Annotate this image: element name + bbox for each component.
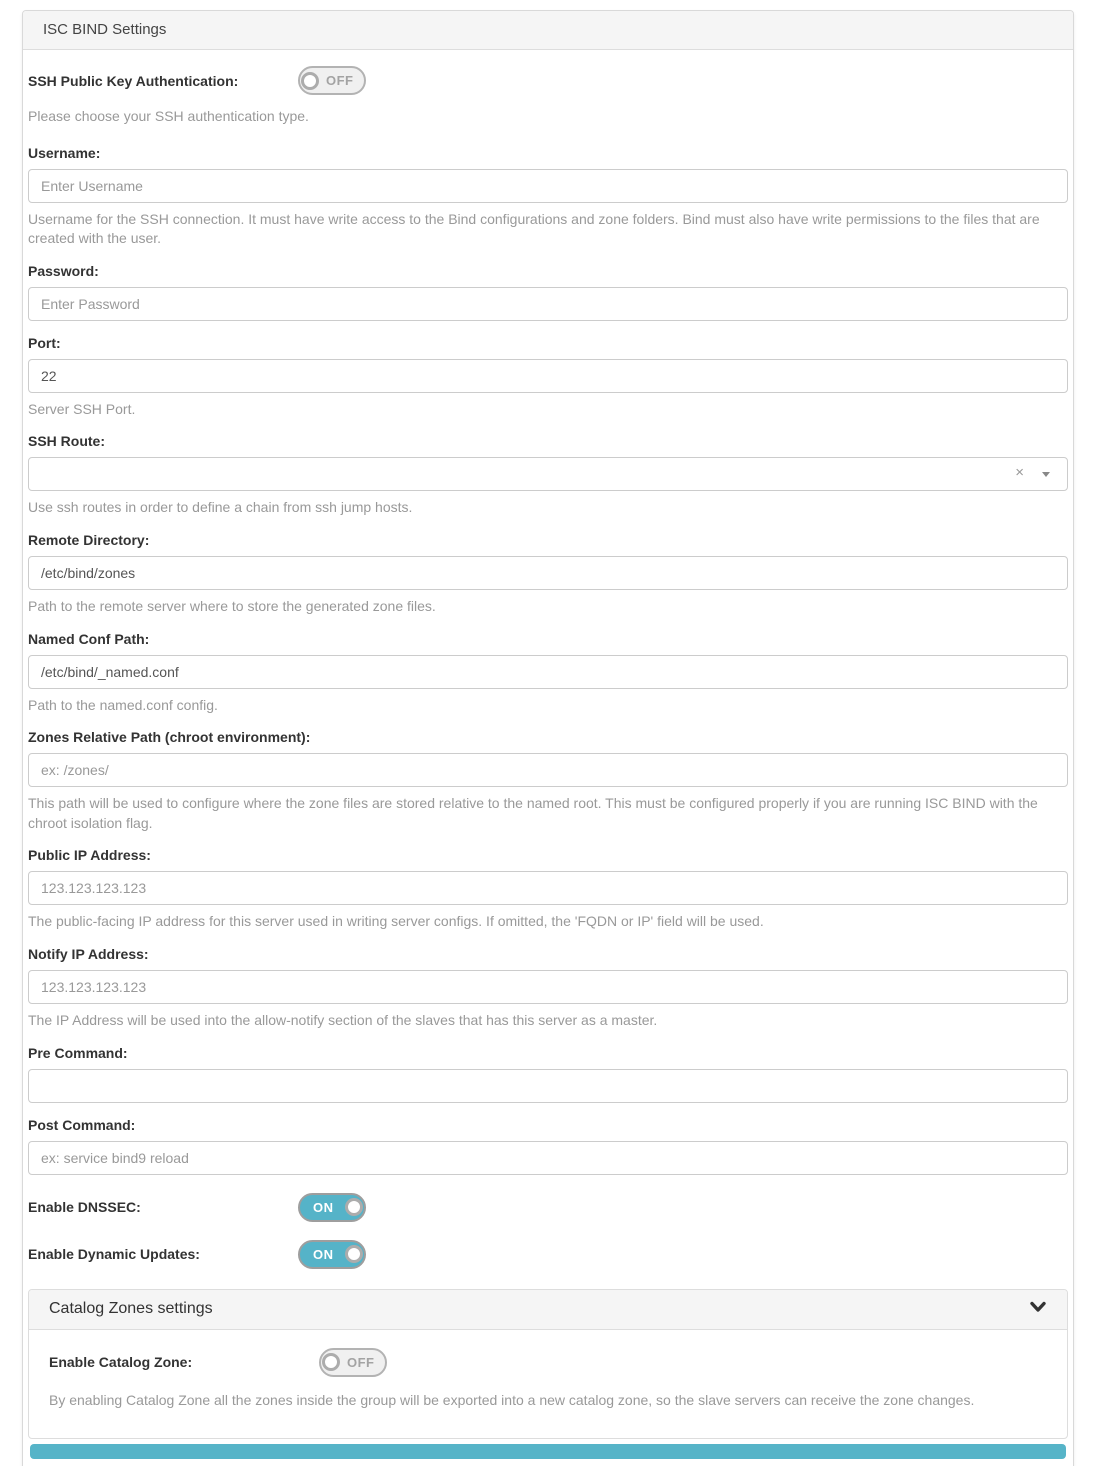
toggle-knob-icon [322,1353,340,1371]
toggle-knob-icon [345,1245,363,1263]
ssh-route-select[interactable] [28,457,1068,491]
port-group [28,335,1068,420]
username-help: Username for the SSH connection. It must have write access to the Bind configurations and zone folders. Bind must also have write permissions to the files that are created with the user. [28,210,1040,247]
pre-command-group [28,1045,1068,1103]
isc-bind-settings-panel [22,10,1074,1466]
public-ip-label: Public IP Address: [28,847,151,864]
ssh-auth-label: SSH Public Key Authentication: [28,72,239,89]
panel-title: ISC BIND Settings [23,11,1073,50]
port-input[interactable] [28,359,1068,393]
catalog-zones-header[interactable] [29,1290,1067,1330]
ssh-auth-help: Please choose your SSH authentication type. [28,108,309,124]
notify-ip-input[interactable] [28,970,1068,1004]
catalog-zones-card [28,1289,1068,1440]
pre-command-label: Pre Command: [28,1044,128,1061]
public-ip-group [28,847,1068,932]
zones-relative-path-input[interactable] [28,753,1068,787]
username-group [28,145,1068,249]
enable-dynamic-updates-row [28,1240,1068,1269]
port-help: Server SSH Port. [28,400,136,417]
toggle-state-label: ON [313,1199,334,1215]
ssh-route-group [28,433,1068,518]
toggle-state-label: OFF [326,73,354,88]
remote-directory-group [28,532,1068,617]
zones-relative-path-group [28,729,1068,833]
zones-relative-path-help: This path will be used to configure where the zone files are stored relative to the named root. This must be configured properly if you are running ISC BIND with the chroot isolation flag. [28,795,1038,831]
enable-dnssec-row [28,1193,1068,1222]
ssh-route-label: SSH Route: [28,433,105,450]
enable-catalog-zone-help: By enabling Catalog Zone all the zones inside the group will be exported into a new catalog zone, so the slave servers can receive the zone changes. [49,1391,975,1408]
post-command-label: Post Command: [28,1116,136,1133]
toggle-state-label: OFF [347,1354,375,1370]
enable-dnssec-label: Enable DNSSEC: [28,1199,141,1216]
enable-dynamic-updates-toggle[interactable] [298,1240,366,1269]
enable-dnssec-toggle[interactable] [298,1193,366,1222]
zones-relative-path-label: Zones Relative Path (chroot environment): [28,729,311,746]
post-command-group [28,1117,1068,1175]
dropdown-caret-icon[interactable] [1042,472,1050,477]
remote-directory-help: Path to the remote server where to store the generated zone files. [28,597,436,614]
catalog-zones-title: Catalog Zones settings [49,1300,213,1318]
notify-ip-help: The IP Address will be used into the allow-notify section of the slaves that has this server as a master. [28,1011,658,1028]
public-ip-help: The public-facing IP address for this server used in writing server configs. If omitted, the 'FQDN or IP' field will be used. [28,913,764,930]
notify-ip-group [28,946,1068,1031]
remote-directory-input[interactable] [28,556,1068,590]
enable-catalog-zone-toggle[interactable] [319,1348,387,1377]
named-conf-path-input[interactable] [28,655,1068,689]
ssh-route-input[interactable] [28,457,1068,491]
chevron-down-icon[interactable] [1029,1300,1047,1319]
panel-body [23,50,1073,1439]
public-ip-input[interactable] [28,871,1068,905]
named-conf-path-label: Named Conf Path: [28,630,150,647]
enable-catalog-zone-label: Enable Catalog Zone: [49,1354,193,1371]
clear-icon[interactable]: × [1015,464,1024,482]
ssh-route-help: Use ssh routes in order to define a chain from ssh jump hosts. [28,499,413,516]
username-input[interactable] [28,169,1068,203]
password-label: Password: [28,262,99,279]
catalog-zones-body [29,1330,1067,1439]
named-conf-path-group [28,631,1068,716]
ssh-auth-toggle[interactable] [298,66,366,95]
toggle-knob-icon [345,1198,363,1216]
username-label: Username: [28,144,101,161]
pre-command-input[interactable] [28,1069,1068,1103]
toggle-state-label: ON [313,1246,334,1262]
remote-directory-label: Remote Directory: [28,531,150,548]
post-command-input[interactable] [28,1141,1068,1175]
password-group [28,263,1068,321]
enable-dynamic-updates-label: Enable Dynamic Updates: [28,1246,200,1263]
ssh-auth-row [28,66,1068,95]
password-input[interactable] [28,287,1068,321]
toggle-knob-icon [301,72,319,90]
enable-catalog-zone-row [49,1348,1047,1377]
port-label: Port: [28,334,61,351]
bottom-accent-bar [30,1444,1066,1459]
named-conf-path-help: Path to the named.conf config. [28,696,218,713]
notify-ip-label: Notify IP Address: [28,945,149,962]
